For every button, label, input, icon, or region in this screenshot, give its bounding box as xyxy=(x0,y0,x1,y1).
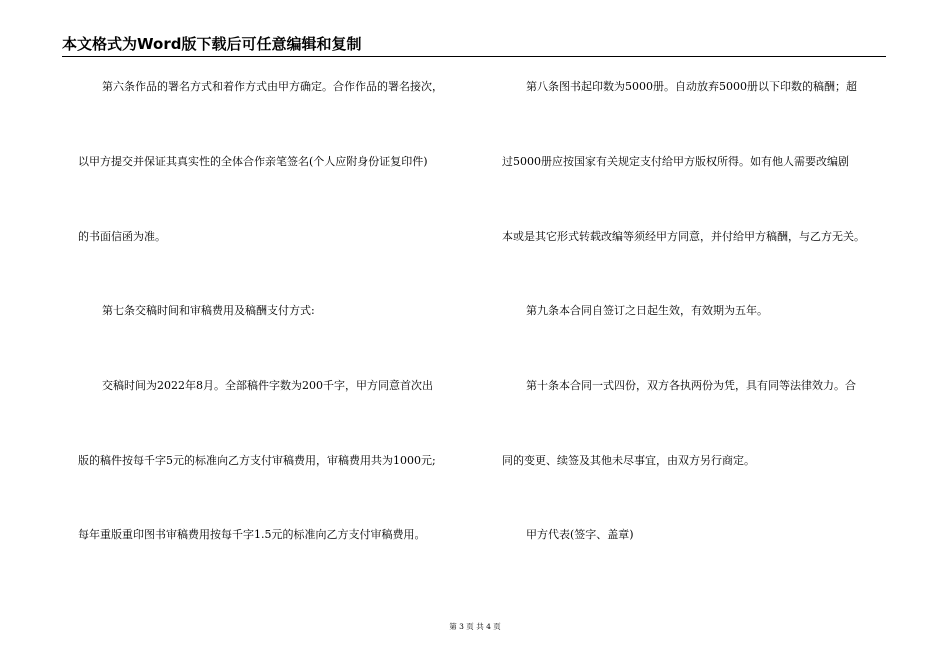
right-line-6: 同的变更、续签及其他未尽事宜，由双方另行商定。 xyxy=(502,454,755,467)
right-line-3: 本或是其它形式转载改编等须经甲方同意，并付给甲方稿酬，与乙方无关。 xyxy=(502,230,865,243)
right-line-7: 甲方代表(签字、盖章) xyxy=(526,528,634,541)
left-line-4: 第七条交稿时间和审稿费用及稿酬支付方式: xyxy=(102,304,315,317)
right-line-4: 第九条本合同自签订之日起生效，有效期为五年。 xyxy=(526,304,768,317)
left-line-6: 版的稿件按每千字5元的标准向乙方支付审稿费用，审稿费用共为1000元; xyxy=(78,454,436,467)
document-header xyxy=(62,34,886,57)
right-line-2: 过5000册应按国家有关规定支付给甲方版权所得。如有他人需要改编剧 xyxy=(502,155,849,168)
header-title: 本文格式为Word版下载后可任意编辑和复制 xyxy=(62,35,362,53)
left-line-7: 每年重版重印图书审稿费用按每千字1.5元的标准向乙方支付审稿费用。 xyxy=(78,528,426,541)
right-line-1: 第八条图书起印数为5000册。自动放弃5000册以下印数的稿酬；超 xyxy=(526,80,857,93)
left-line-3: 的书面信函为准。 xyxy=(78,230,166,243)
page-number: 第 3 页 共 4 页 xyxy=(449,622,501,631)
left-line-5: 交稿时间为2022年8月。全部稿件字数为200千字，甲方同意首次出 xyxy=(102,379,433,392)
left-line-2: 以甲方提交并保证其真实性的全体合作亲笔签名(个人应附身份证复印件) xyxy=(78,155,428,168)
left-line-1: 第六条作品的署名方式和着作方式由甲方确定。合作作品的署名接次， xyxy=(102,80,443,93)
right-line-5: 第十条本合同一式四份，双方各执两份为凭，具有同等法律效力。合 xyxy=(526,379,856,392)
